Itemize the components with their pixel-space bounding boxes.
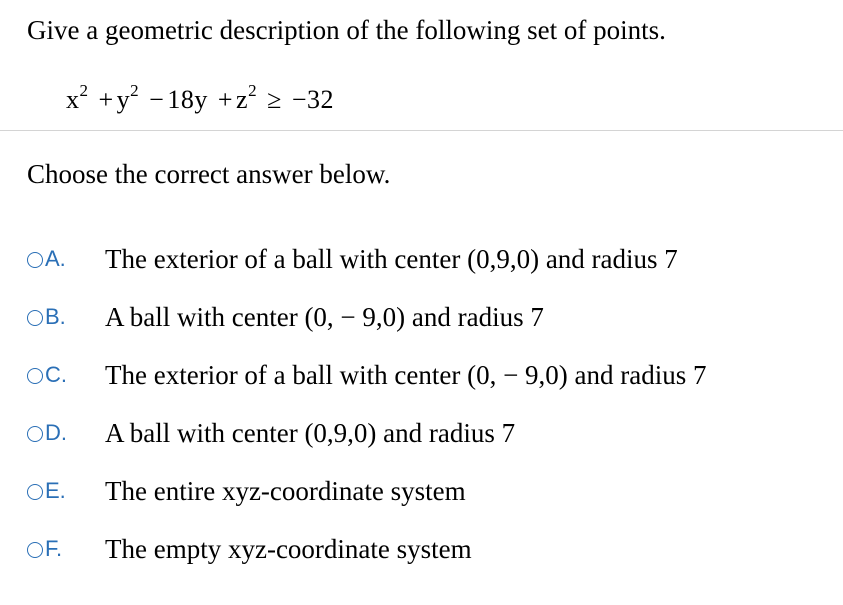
- option-d[interactable]: [27, 404, 827, 462]
- answer-options: [27, 230, 827, 578]
- equation-exponent-y: 2: [130, 81, 140, 101]
- equation-x: x: [66, 85, 80, 114]
- equation-exponent-x: 2: [79, 81, 89, 101]
- option-text: A ball with center (0,9,0) and radius 7: [105, 417, 516, 448]
- option-text: The entire xyz-coordinate system: [105, 475, 466, 506]
- option-text: A ball with center (0, − 9,0) and radius 7: [105, 301, 544, 332]
- option-b[interactable]: [27, 288, 827, 346]
- option-text: The exterior of a ball with center (0, − 9,0) and radius 7: [105, 359, 707, 390]
- radio-circle-icon[interactable]: [27, 426, 43, 442]
- instruction-text: Choose the correct answer below.: [27, 159, 391, 189]
- option-letter: C.: [45, 362, 67, 387]
- option-a[interactable]: [27, 230, 827, 288]
- equation-exponent-z: 2: [248, 81, 258, 101]
- option-f[interactable]: [27, 520, 827, 578]
- radio-circle-icon[interactable]: [27, 542, 43, 558]
- equation: [66, 82, 334, 118]
- option-letter: D.: [45, 420, 67, 445]
- radio-circle-icon[interactable]: [27, 310, 43, 326]
- option-c[interactable]: [27, 346, 827, 404]
- option-text: The empty xyz-coordinate system: [105, 533, 472, 564]
- option-letter: F.: [45, 536, 63, 561]
- equation-minus: −: [149, 85, 165, 114]
- radio-circle-icon[interactable]: [27, 252, 43, 268]
- equation-term-18y: 18y: [167, 85, 208, 114]
- question-prompt: Give a geometric description of the following set of points.: [27, 15, 666, 45]
- radio-circle-icon[interactable]: [27, 484, 43, 500]
- option-e[interactable]: [27, 462, 827, 520]
- equation-z: z: [236, 85, 249, 114]
- option-letter: B.: [45, 304, 66, 329]
- equation-geq: ≥: [267, 85, 282, 114]
- equation-plus-2: +: [217, 85, 234, 114]
- equation-y: y: [116, 85, 131, 114]
- radio-circle-icon[interactable]: [27, 368, 43, 384]
- option-letter: A.: [45, 246, 66, 271]
- section-divider: [0, 130, 843, 131]
- equation-rhs: −32: [291, 85, 335, 114]
- option-letter: E.: [45, 478, 66, 503]
- option-text: The exterior of a ball with center (0,9,0) and radius 7: [105, 243, 678, 274]
- equation-plus-1: +: [98, 85, 114, 114]
